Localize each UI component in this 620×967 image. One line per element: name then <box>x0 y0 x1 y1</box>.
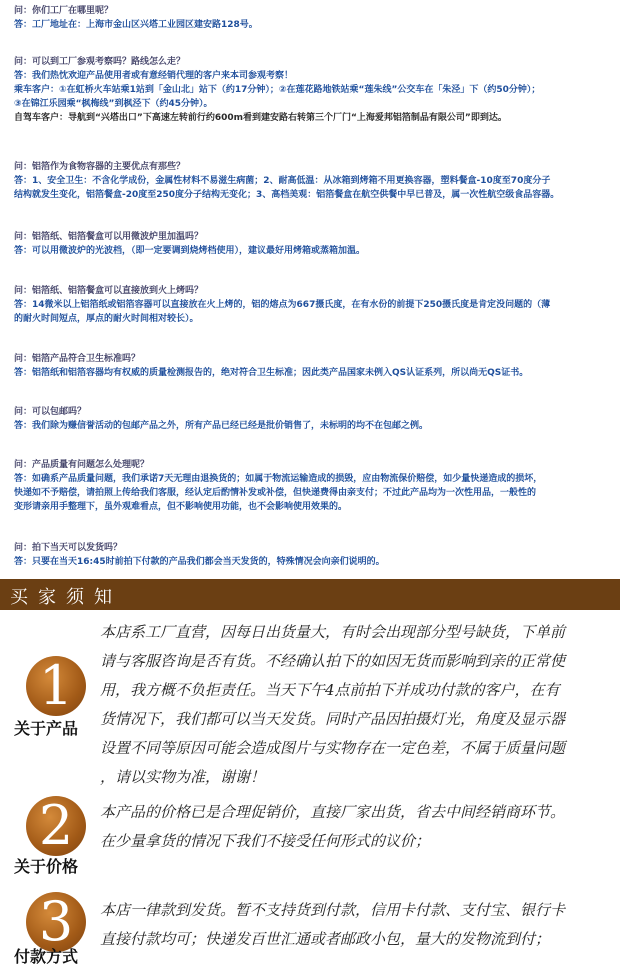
number-badge-2 <box>26 796 86 856</box>
faq-answer <box>14 18 610 32</box>
answer-line: 如确系产品质量问题，我们承诺7天无理由退换货的；如属于物流运输造成的损毁，应由物流保价赔偿，如少量快递造成的损坏， <box>32 474 543 484</box>
notice-line: 设置不同等原因可能会造成图片与实物存在一定色差，不属于质量问题 <box>100 739 566 757</box>
buyer-notice-banner <box>0 579 620 610</box>
answer-line: 我们热忱欢迎产品使用者或有意经销代理的客户来本司参观考察！ <box>32 71 294 81</box>
answer-line: 我们除为赚信誉活动的包邮产品之外，所有产品已经已经是批价销售了，未标明的均不在包邮之例。 <box>32 421 429 431</box>
faq-item <box>14 405 610 433</box>
answer-line: 14微米以上铝箔纸或铝箔容器可以直接放在火上烤的，铝的熔点为667摄氏度，在有水份的前提下250摄氏度是肯定没问题的（薄 <box>32 300 551 310</box>
number-badge-1 <box>26 656 86 716</box>
faq-question: 问：你们工厂在哪里呢？ <box>14 6 114 16</box>
faq-answer <box>14 298 610 326</box>
faq-item <box>14 458 610 514</box>
faq-item <box>14 55 610 125</box>
answer-line: 只要在当天16:45时前拍下付款的产品我们都会当天发货的，特殊情况会向亲们说明的。 <box>32 557 385 567</box>
faq-answer <box>14 366 610 380</box>
answer-line: 工厂地址在：上海市金山区兴塔工业园区建安路128号。 <box>32 20 258 30</box>
answer-prefix: 答： <box>14 474 33 484</box>
faq-answer <box>14 174 610 202</box>
faq-question: 问：可以到工厂参观考察吗？路线怎么走？ <box>14 57 186 67</box>
notice-line: 本产品的价格已是合理促销价，直接厂家出货，省去中间经销商环节。 <box>100 803 566 821</box>
answer-prefix: 答： <box>14 421 33 431</box>
answer-line: ③在锦江乐园乘“枫梅线”到枫泾下（约45分钟）。 <box>14 99 213 109</box>
badge-number: 1 <box>38 654 74 717</box>
notice-label: 关于价格 <box>14 857 79 876</box>
answer-prefix: 答： <box>14 368 33 378</box>
answer-prefix: 答： <box>14 176 33 186</box>
answer-line: 乘车客户：①在虹桥火车站乘1站到「金山北」站下（约17分钟）；②在莲花路地铁站乘“莲朱线”公交车在「朱泾」下（约50分钟）； <box>14 85 541 95</box>
answer-line: 快递如不予赔偿，请拍照上传给我们客服，经认定后酌情补发或补偿，但快递费得由亲支付；不过此产品均为一次性用品，一般性的 <box>14 488 537 498</box>
faq-answer <box>14 69 610 125</box>
notice-line: 货情况下，我们都可以当天发货。同时产品因拍摄灯光，角度及显示器 <box>100 710 566 728</box>
faq-item <box>14 4 610 32</box>
notice-line: 请与客服咨询是否有货。不经确认拍下的如因无货而影响到亲的正常使 <box>100 652 566 670</box>
notice-label: 关于产品 <box>14 719 79 738</box>
faq-question: 问：铝箔纸、铝箔餐盒可以用微波炉里加温吗？ <box>14 232 204 242</box>
faq-answer <box>14 472 610 514</box>
notice-line: 本店系工厂直营，因每日出货量大，有时会出现部分型号缺货，下单前 <box>100 623 566 641</box>
answer-prefix: 答： <box>14 300 33 310</box>
faq-question: 问：铝箔纸、铝箔餐盒可以直接放到火上烤吗？ <box>14 286 204 296</box>
notice-label: 付款方式 <box>14 947 79 966</box>
faq-answer <box>14 244 610 258</box>
faq-item <box>14 160 610 202</box>
answer-line: 变形请亲用手整理下，虽外观难看点，但不影响使用功能，也不会影响使用效果的。 <box>14 502 348 512</box>
badge-number: 2 <box>38 794 74 857</box>
notice-line: 用，我方概不负拒责任。当天下午4点前拍下并成功付款的客户，在有 <box>100 681 560 699</box>
answer-line: 结构就发生变化，铝箔餐盒-20度至250度分子结构无变化；3、高档美观：铝箔餐盒在航空供餐中早已普及，属一次性航空级食品容器。 <box>14 190 560 200</box>
answer-prefix: 答： <box>14 246 33 256</box>
faq-item <box>14 541 610 569</box>
notice-line: 在少量拿货的情况下我们不接受任何形式的议价； <box>100 832 431 850</box>
faq-item <box>14 284 610 326</box>
faq-question: 问：铝箔产品符合卫生标准吗？ <box>14 354 141 364</box>
notice-line: ，请以实物为准，谢谢！ <box>100 768 266 786</box>
faq-item <box>14 230 610 258</box>
notice-line: 本店一律款到发货。暂不支持货到付款，信用卡付款、支付宝、银行卡 <box>100 901 566 919</box>
answer-line: 铝箔纸和铝箔容器均有权威的质量检测报告的，绝对符合卫生标准；因此类产品国家未例入QS认证系列，所以尚无QS证书。 <box>32 368 529 378</box>
answer-line: 自驾车客户：导航到“兴塔出口”下高速左转前行约600m看到建安路右转第三个厂门“上海爱邦铝箔制品有限公司”即到达。 <box>14 113 507 123</box>
faq-question: 问：拍下当天可以发货吗？ <box>14 543 123 553</box>
faq-question: 问：产品质量有问题怎么处理呢？ <box>14 460 150 470</box>
answer-prefix: 答： <box>14 557 33 567</box>
answer-prefix: 答： <box>14 71 33 81</box>
faq-answer <box>14 555 610 569</box>
answer-line: 1、安全卫生：不含化学成份，金属性材料不易滋生病菌；2、耐高低温：从冰箱到烤箱不用更换容器，塑料餐盒-10度至70度分子 <box>32 176 551 186</box>
answer-line: 可以用微波炉的光波档，（即一定要调到烧烤档使用），建议最好用烤箱或蒸箱加温。 <box>32 246 366 256</box>
faq-answer <box>14 419 610 433</box>
number-badge-3 <box>26 892 86 952</box>
faq-item <box>14 352 610 380</box>
notice-text-product <box>100 618 612 792</box>
badge-number: 3 <box>38 890 74 953</box>
answer-prefix: 答： <box>14 20 33 30</box>
notice-text-price <box>100 798 612 856</box>
faq-question: 问：可以包邮吗？ <box>14 407 87 417</box>
answer-line: 的耐火时间短点，厚点的耐火时间相对较长）。 <box>14 314 199 324</box>
banner-title: 买家须知 <box>10 587 122 608</box>
faq-question: 问：铝箔作为食物容器的主要优点有那些？ <box>14 162 186 172</box>
notice-line: 直接付款均可；快递发百世汇通或者邮政小包，量大的发物流到付； <box>100 930 551 948</box>
notice-text-payment <box>100 896 612 954</box>
